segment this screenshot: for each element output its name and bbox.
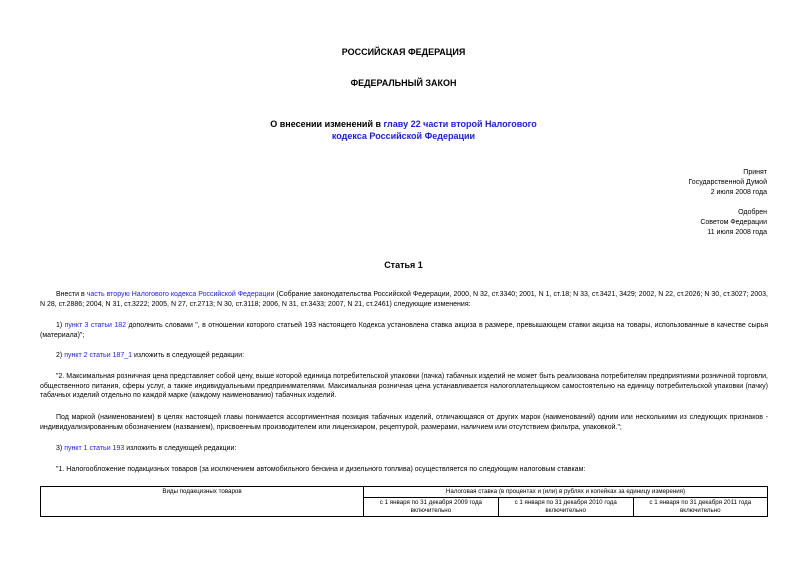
country-heading: РОССИЙСКАЯ ФЕДЕРАЦИЯ	[341, 47, 466, 57]
adopted-date: 2 июля 2008 года	[710, 189, 767, 196]
period-2011: с 1 января по 31 декабря 2011 года включительно	[633, 498, 767, 517]
item3-link[interactable]: пункт 1 статьи 193	[64, 445, 125, 452]
article-heading: Статья 1	[384, 260, 423, 270]
approved-block	[700, 208, 767, 238]
intro-link[interactable]: часть вторую Налогового кодекса Российской Федерации	[86, 291, 275, 298]
rate-header: Налоговая ставка (в процентах и (или) в рублях и копейках за единицу измерения)	[364, 487, 768, 498]
item1-link[interactable]: пункт 3 статьи 182	[64, 322, 127, 329]
law-title	[0, 118, 807, 142]
approved-body: Советом Федерации	[700, 219, 767, 226]
quote-3: "1. Налогообложение подакцизных товаров (за исключением автомобильного бензина и дизельного топлива) осуществляется по следующим налоговым ставкам:	[56, 466, 586, 473]
item-3	[40, 444, 768, 454]
table-row	[41, 487, 768, 498]
quote-1: "2. Максимальная розничная цена представляет собой цену, выше которой единица потребительской упаковки (пачка) табачных изделий не может быть реализована потребителям предприятиями розничной торговли, общественного питания, сферы услуг, а также индивидуальными предпринимателями. Максимальная розничная цена устанавливается налогоплательщиком самостоятельно на единицу потребительской упаковки (пачку) табачных изделий отдельно по каждой марке (каждому наименованию) табачных изделий.	[40, 373, 768, 400]
item-1	[40, 321, 768, 340]
period-2009: с 1 января по 31 декабря 2009 года включительно	[364, 498, 499, 517]
item-2	[40, 351, 768, 361]
item2-num: 2)	[56, 352, 63, 359]
approved-date: 11 июля 2008 года	[707, 229, 767, 236]
item3-num: 3)	[56, 445, 63, 452]
approved-label: Одобрен	[738, 209, 767, 216]
adopted-block	[688, 168, 767, 198]
title-prefix: О внесении изменений в	[270, 119, 382, 129]
item2-link[interactable]: пункт 2 статьи 187_1	[64, 352, 133, 359]
quote-2: Под маркой (наименованием) в целях настоящей главы понимается ассортиментная позиция табачных изделий, отличающаяся от других марок (наименований) одним или несколькими из следующих признаков - индивидуализированным обозначением (названием), присвоенным производителем или лицензиаром, рецептурой, размерами, наличием или отсутствием фильтра, упаковкой.";	[40, 414, 768, 431]
title-line2[interactable]: кодекса Российской Федерации	[331, 131, 476, 141]
intro-text: (Собрание законодательства Российской Федерации, 2000, N 32, ст.3340; 2001, N 1, ст.18; N 33, ст.3421, 3429; 2002, N 22, ст.2026; N 30, ст.3027; 2003, N 28, ст.2886; 2004, N 31, ст.3222; 2005, N 27, ст.2713; N 30, ст.3118; 2006, N 31, ст.3433; 2007, N 21, ст.2461) следующие изменения:	[40, 291, 768, 308]
tax-rate-table	[40, 486, 768, 517]
law-type-heading: ФЕДЕРАЛЬНЫЙ ЗАКОН	[350, 78, 457, 88]
item3-text: изложить в следующей редакции:	[126, 445, 237, 452]
item1-num: 1)	[56, 322, 63, 329]
title-link[interactable]: главу 22 части второй Налогового	[383, 119, 537, 129]
col1-header: Виды подакцизных товаров	[41, 487, 364, 517]
adopted-label: Принят	[743, 169, 767, 176]
adopted-body: Государственной Думой	[688, 179, 767, 186]
item1-text: дополнить словами ", в отношении которого статьей 193 настоящего Кодекса установлена ставка акциза в размере, превышающем ставки акциза на товары, использованные в качестве сырья (материала)";	[40, 322, 769, 339]
period-2010: с 1 января по 31 декабря 2010 года включительно	[498, 498, 633, 517]
article-intro	[40, 290, 768, 309]
intro-prefix: Внести в	[56, 291, 85, 298]
item2-text: изложить в следующей редакции:	[133, 352, 245, 359]
